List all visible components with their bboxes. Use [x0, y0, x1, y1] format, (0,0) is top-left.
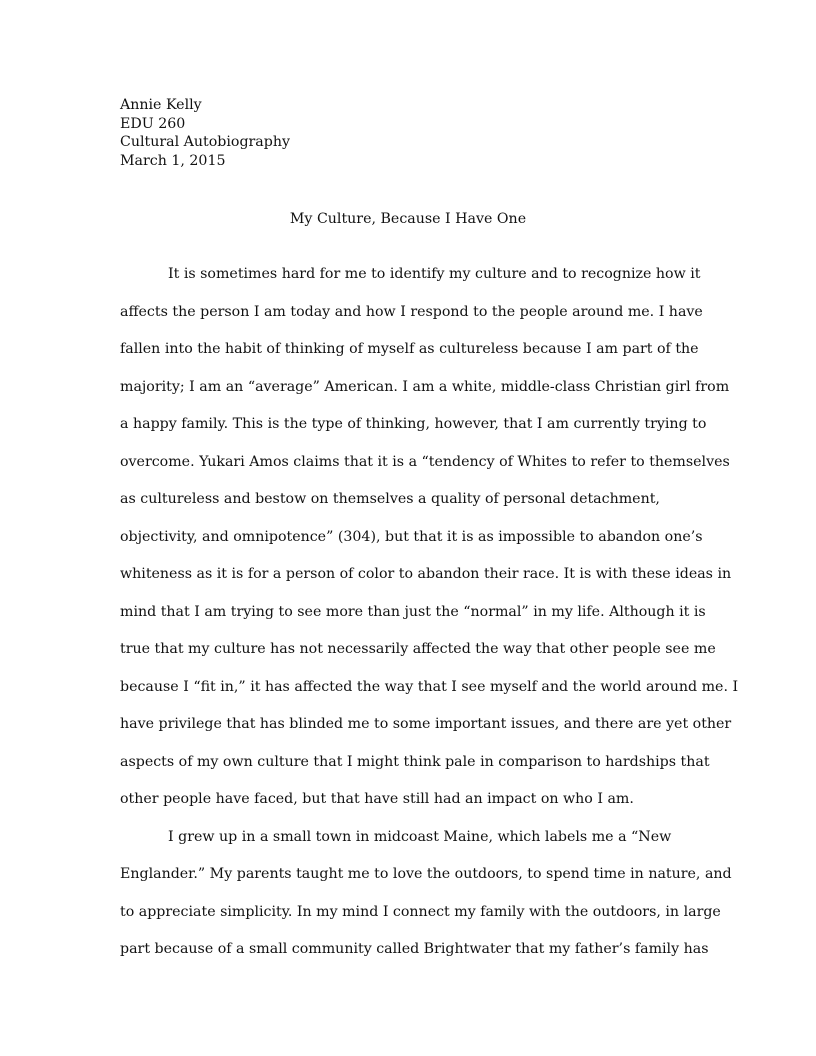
- paragraph-line: as cultureless and bestow on themselves a quality of personal detachment,: [120, 491, 660, 507]
- paragraph-line: have privilege that has blinded me to some important issues, and there are yet other: [120, 716, 732, 732]
- paragraph-line: overcome. Yukari Amos claims that it is a “tendency of Whites to refer to themselves: [120, 454, 730, 470]
- paragraph-line: objectivity, and omnipotence” (304), but that it is as impossible to abandon one’s: [120, 529, 703, 545]
- paragraph-line: true that my culture has not necessarily affected the way that other people see me: [120, 641, 716, 657]
- paragraph-line: I grew up in a small town in midcoast Maine, which labels me a “New: [168, 829, 672, 845]
- author-name: Annie Kelly: [120, 97, 202, 113]
- paragraph-line: whiteness as it is for a person of color to abandon their race. It is with these ideas in: [120, 566, 732, 582]
- header-block: [120, 96, 290, 170]
- paragraph-line: It is sometimes hard for me to identify my culture and to recognize how it: [168, 266, 701, 282]
- document-date: March 1, 2015: [120, 152, 226, 169]
- paragraph-line: part because of a small community called Brightwater that my father’s family has: [120, 941, 709, 957]
- document-title: My Culture, Because I Have One: [289, 211, 527, 227]
- paragraph-line: fallen into the habit of thinking of myself as cultureless because I am part of the: [120, 341, 699, 357]
- paragraph-line: to appreciate simplicity. In my mind I connect my family with the outdoors, in large: [120, 904, 721, 920]
- paragraph-line: affects the person I am today and how I respond to the people around me. I have: [120, 304, 703, 320]
- paragraph-line: because I “fit in,” it has affected the way that I see myself and the world around me. I: [120, 679, 739, 695]
- paragraph-line: other people have faced, but that have still had an impact on who I am.: [120, 791, 634, 807]
- paragraph-line: Englander.” My parents taught me to love the outdoors, to spend time in nature, and: [120, 866, 732, 882]
- paragraph-line: majority; I am an “average” American. I am a white, middle-class Christian girl from: [120, 379, 730, 395]
- assignment-name: Cultural Autobiography: [120, 134, 291, 151]
- paragraph-line: aspects of my own culture that I might think pale in comparison to hardships that: [120, 754, 710, 770]
- course-code: EDU 260: [120, 115, 186, 132]
- paragraph-line: a happy family. This is the type of thinking, however, that I am currently trying to: [120, 416, 707, 432]
- paragraph-line: mind that I am trying to see more than just the “normal” in my life. Although it is: [120, 604, 706, 620]
